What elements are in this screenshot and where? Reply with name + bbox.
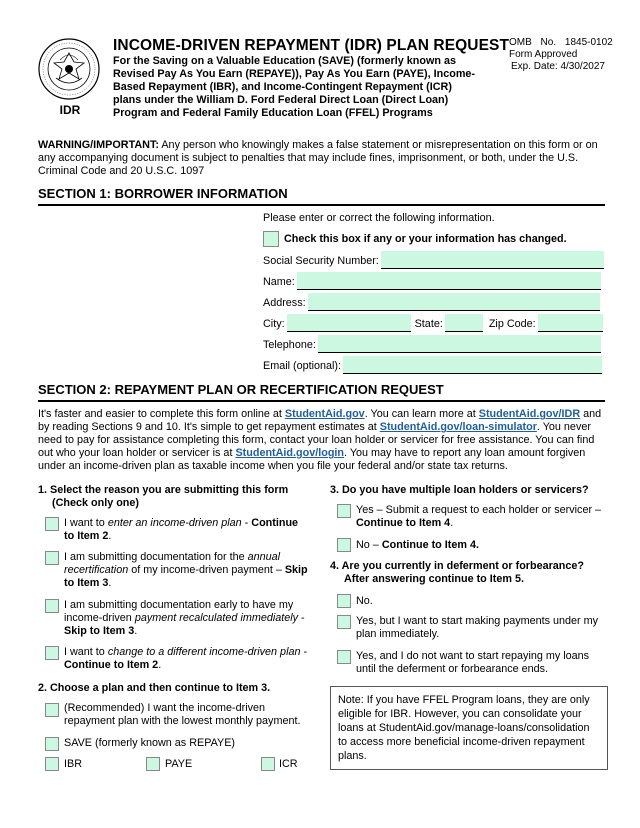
warning-text [38,139,608,178]
q2-save-label: SAVE (formerly known as REPAYE) [64,737,235,749]
q1-option-change-label: I want to change to a different income-driven plan - Continue to Item 2. [64,646,308,671]
q1-option-early-label: I am submitting documentation early to have my income-driven payment recalculated immediately - Skip to Item 3. [64,599,305,637]
link-login[interactable]: StudentAid.gov/login [235,447,345,459]
q2-icr-label: ICR [279,758,298,770]
page-subtitle: For the Saving on a Valuable Education (SAVE) (formerly known as Revised Pay As You Earn (REPAYE)), Pay As You Earn (PAYE), Income-Based Repayment (IBR), and Income-Contingent Repayment (ICR) plans under the William D. Ford Federal Direct Loan (Direct Loan) Program and Federal Family Education Loan (FFEL) Programs [113,55,476,119]
link-studentaid-idr[interactable]: StudentAid.gov/IDR [478,408,581,420]
q2-paye-label: PAYE [165,758,193,770]
q1-option-recert-checkbox[interactable] [45,551,59,565]
ssn-field[interactable] [381,251,604,269]
q4-subtitle: After answering continue to Item 5. [344,573,524,585]
link-loan-simulator[interactable]: StudentAid.gov/loan-simulator [379,421,537,433]
omb-block [509,37,613,73]
expiration-date: Exp. Date: 4/30/2027 [511,61,605,72]
section2-intro [38,408,608,473]
q1-option-early-checkbox[interactable] [45,599,59,613]
address-field[interactable] [308,293,600,311]
q1-title: 1. Select the reason you are submitting this form [38,484,289,496]
ffel-note: Note: If you have FFEL Program loans, they are only eligible for IBR. However, you can consolidate your loans at StudentAid.gov/manage-loans/consolidation to access more beneficial income-driven repayment plans. [330,686,608,770]
q4-no-checkbox[interactable] [337,594,351,608]
q3-no-label: No – Continue to Item 4. [356,539,479,551]
q1-option-recert-label: I am submitting documentation for the annual recertification of my income-driven payment – Skip to Item 3. [64,551,308,589]
name-label: Name: [263,276,295,288]
info-changed-row [263,231,567,247]
state-label: State: [414,318,443,330]
zip-label: Zip Code: [488,318,536,330]
q4-yes-later-checkbox[interactable] [337,650,351,664]
q2-save-checkbox[interactable] [45,737,59,751]
telephone-row [263,335,601,353]
form-approved: Form Approved [509,49,578,60]
q3-no-checkbox[interactable] [337,538,351,552]
q2-icr-checkbox[interactable] [261,757,275,771]
section2-heading: SECTION 2: REPAYMENT PLAN OR RECERTIFICATION REQUEST [38,382,605,402]
name-row [263,272,601,290]
q4-heading [330,560,610,586]
q4-yes-now-checkbox[interactable] [337,615,351,629]
department-seal-logo [38,38,100,100]
city-field[interactable] [287,314,411,332]
email-label: Email (optional): [263,360,342,372]
q2-ibr-checkbox[interactable] [45,757,59,771]
city-state-zip-row [263,314,603,332]
q1-option-enter-label: I want to enter an income-driven plan - Continue to Item 2. [64,517,299,542]
address-row [263,293,600,311]
state-field[interactable] [445,314,483,332]
intro-text-4: . You never need to pay for assistance completing this form, contact your loan holder or servicer for free assistance. You can find out who your loan holder or servicer is at [38,421,595,459]
q3-yes-checkbox[interactable] [337,504,351,518]
q4-yes-now-label: Yes, but I want to start making payments under my plan immediately. [356,615,599,640]
name-field[interactable] [297,272,601,290]
telephone-label: Telephone: [263,339,316,351]
intro-text-3: and by reading Sections 9 and 10. It's simple to get repayment estimates at [38,408,602,433]
q1-subtitle: (Check only one) [52,497,139,509]
q2-paye-checkbox[interactable] [146,757,160,771]
q1-option-change-checkbox[interactable] [45,646,59,660]
warning-body: Any person who knowingly makes a false statement or misrepresentation on this form or on any accompanying document is subject to penalties that may include fines, imprisonment, or both, under the U.S. Criminal Code and 20 U.S.C. 1097 [38,139,598,177]
q4-no-label: No. [356,595,373,607]
ssn-label: Social Security Number: [263,255,379,267]
q1-option-enter-checkbox[interactable] [45,517,59,531]
info-changed-checkbox[interactable] [263,231,279,247]
q3-title: 3. Do you have multiple loan holders or servicers? [330,484,589,496]
telephone-field[interactable] [318,335,601,353]
link-studentaid[interactable]: StudentAid.gov [284,408,365,420]
intro-text-5: . You may have to report any loan amount forgiven under an income-driven plan as taxable income when you file your federal and/or state tax returns. [38,447,586,472]
section1-heading: SECTION 1: BORROWER INFORMATION [38,186,605,206]
q4-title: 4. Are you currently in deferment or forbearance? [330,560,584,572]
section1-intro: Please enter or correct the following information. [263,212,495,224]
info-changed-label: Check this box if any or your information has changed. [284,233,567,245]
intro-text-1: It's faster and easier to complete this form online at [38,408,285,420]
q3-yes-label: Yes – Submit a request to each holder or servicer – Continue to Item 4. [356,504,602,529]
email-field[interactable] [343,356,602,374]
q2-ibr-label: IBR [64,758,82,770]
q2-title: 2. Choose a plan and then continue to Item 3. [38,682,271,694]
q4-yes-later-label: Yes, and I do not want to start repaying my loans until the deferment or forbearance ends. [356,650,590,675]
form-code: IDR [59,103,81,117]
email-row [263,356,602,374]
intro-text-2: . You can learn more at [364,408,479,420]
ssn-row [263,251,604,269]
page-title: INCOME-DRIVEN REPAYMENT (IDR) PLAN REQUEST [113,37,510,54]
warning-label: WARNING/IMPORTANT: [38,139,159,151]
q1-heading [38,484,308,510]
zip-field[interactable] [538,314,603,332]
city-label: City: [263,318,285,330]
omb-number: OMB No. 1845-0102 [509,37,613,48]
q2-recommended-label: (Recommended) I want the income-driven repayment plan with the lowest monthly payment. [64,702,301,727]
address-label: Address: [263,297,306,309]
q2-recommended-checkbox[interactable] [45,703,59,717]
